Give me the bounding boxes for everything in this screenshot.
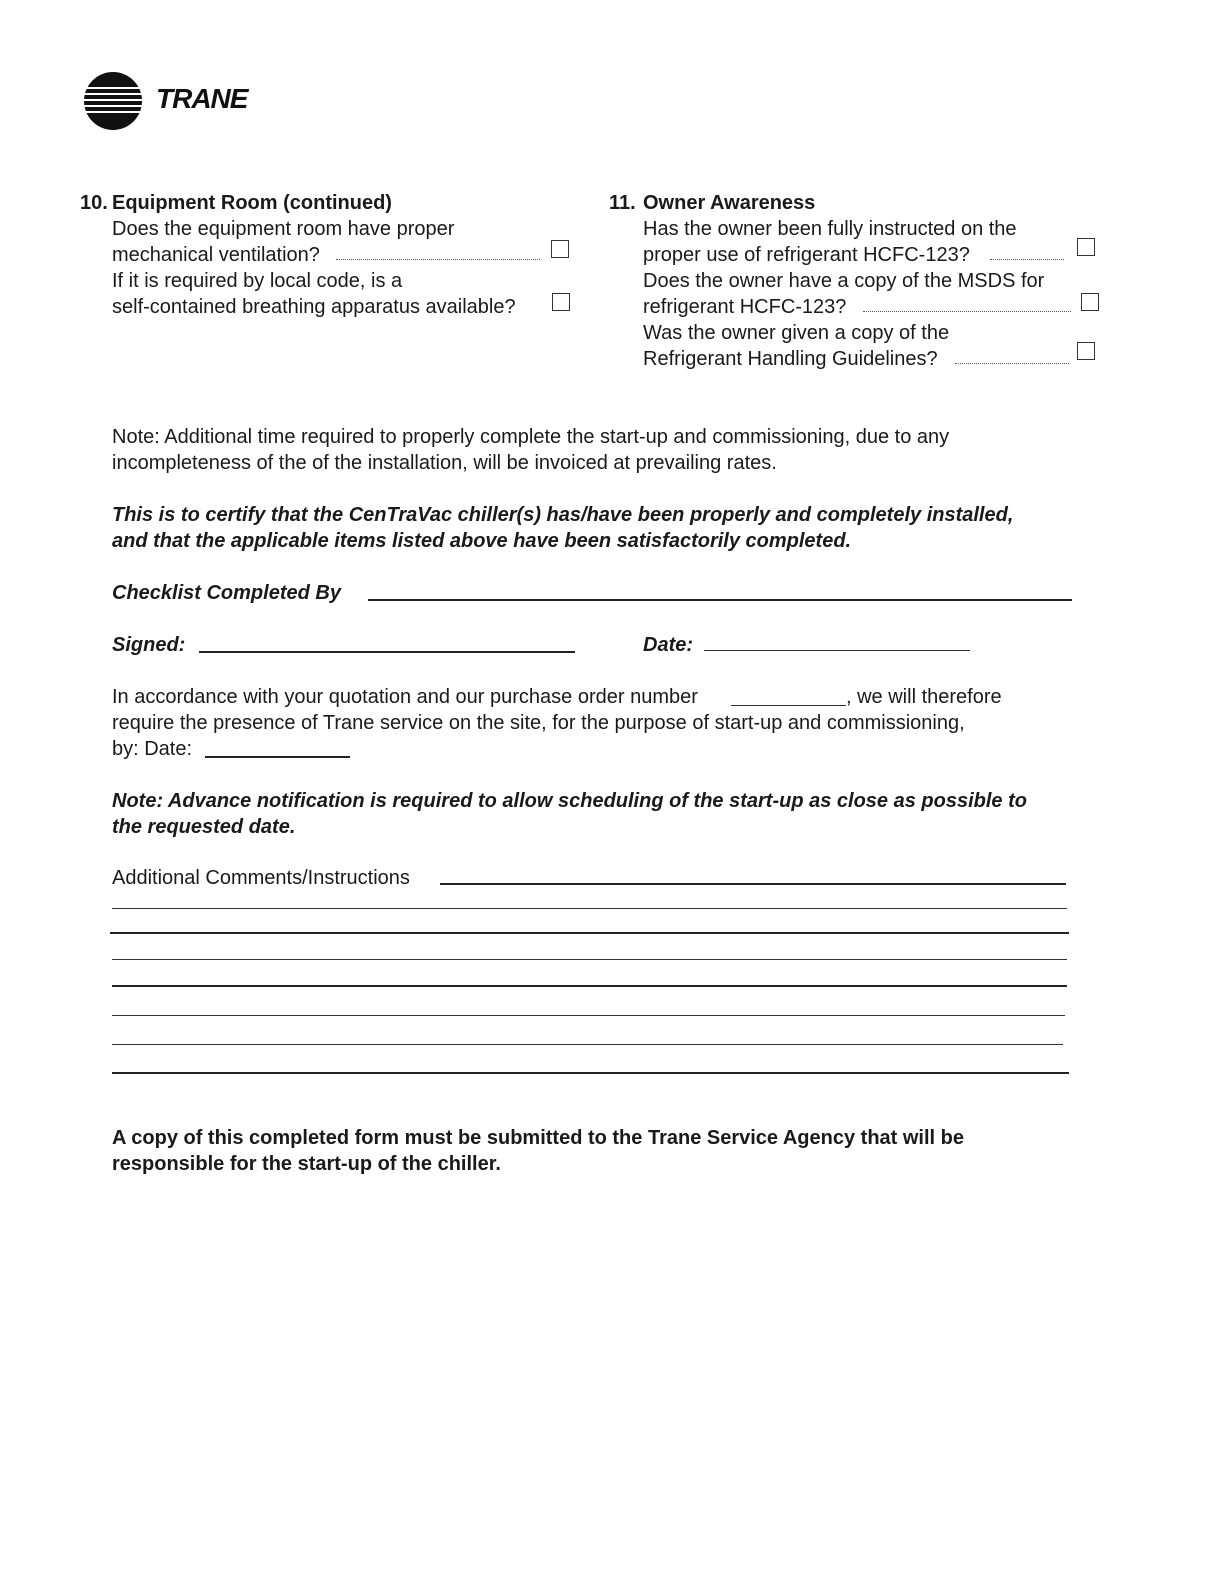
- note2-line1: Note: Advance notification is required to allow scheduling of the start-up as close as possible to: [112, 790, 1027, 812]
- comments-line[interactable]: [112, 985, 1067, 987]
- section10-q2-line1: If it is required by local code, is a: [112, 270, 403, 292]
- comments-line[interactable]: [112, 1072, 1069, 1074]
- footer-line2: responsible for the start-up of the chiller.: [112, 1153, 501, 1175]
- comments-field[interactable]: [440, 883, 1066, 885]
- comments-line[interactable]: [112, 959, 1067, 960]
- section11-q1-line2: proper use of refrigerant HCFC-123?: [643, 244, 970, 266]
- completed-by-label: Checklist Completed By: [112, 582, 341, 604]
- accordance-line3: by: Date:: [112, 738, 193, 760]
- po-number-field[interactable]: [731, 705, 846, 706]
- comments-line[interactable]: [112, 908, 1067, 909]
- date-label: Date:: [643, 634, 694, 656]
- comments-label: Additional Comments/Instructions: [112, 867, 410, 889]
- section11-q3-line2: Refrigerant Handling Guidelines?: [643, 348, 938, 370]
- section11-q2-line1: Does the owner have a copy of the MSDS for: [643, 270, 1045, 292]
- section11-title: Owner Awareness: [643, 192, 816, 214]
- breathing-apparatus-checkbox[interactable]: [552, 293, 570, 311]
- ventilation-checkbox[interactable]: [551, 240, 569, 258]
- leader-dots: [955, 363, 1069, 364]
- comments-line[interactable]: [112, 1044, 1063, 1045]
- section10-q1-line1: Does the equipment room have proper: [112, 218, 455, 240]
- brand-name: TRANE: [156, 83, 248, 114]
- startup-date-field[interactable]: [205, 756, 350, 758]
- section11-number: 11.: [609, 192, 636, 214]
- comments-line[interactable]: [110, 932, 1069, 934]
- note2-line2: the requested date.: [112, 816, 296, 838]
- certify-line2: and that the applicable items listed above have been satisfactorily completed.: [112, 530, 852, 552]
- section10-q2-line2: self-contained breathing apparatus available?: [112, 296, 516, 318]
- certify-line1: This is to certify that the CenTraVac chiller(s) has/have been properly and completely installed,: [112, 504, 1014, 526]
- accordance-line1b: , we will therefore: [846, 686, 1002, 708]
- date-field[interactable]: [704, 650, 970, 651]
- handling-guidelines-checkbox[interactable]: [1077, 342, 1095, 360]
- refrigerant-instruction-checkbox[interactable]: [1077, 238, 1095, 256]
- section10-title: Equipment Room (continued): [112, 192, 392, 214]
- section10-q1-line2: mechanical ventilation?: [112, 244, 320, 266]
- note1-line2: incompleteness of the of the installation, will be invoiced at prevailing rates.: [112, 452, 777, 474]
- leader-dots: [336, 259, 540, 260]
- accordance-line1a: In accordance with your quotation and our purchase order number: [112, 686, 698, 708]
- leader-dots: [863, 311, 1071, 312]
- completed-by-field[interactable]: [368, 599, 1072, 601]
- note1-line1: Note: Additional time required to properly complete the start-up and commissioning, due to any: [112, 426, 950, 448]
- section10-number: 10.: [80, 192, 108, 214]
- section11-q2-line2: refrigerant HCFC-123?: [643, 296, 847, 318]
- signed-label: Signed:: [112, 634, 186, 656]
- comments-line[interactable]: [112, 1015, 1065, 1016]
- accordance-line2: require the presence of Trane service on the site, for the purpose of start-up and commissioning,: [112, 712, 965, 734]
- leader-dots: [990, 259, 1064, 260]
- section11-q1-line1: Has the owner been fully instructed on the: [643, 218, 1017, 240]
- signed-field[interactable]: [199, 651, 575, 653]
- section11-q3-line1: Was the owner given a copy of the: [643, 322, 950, 344]
- msds-copy-checkbox[interactable]: [1081, 293, 1099, 311]
- footer-line1: A copy of this completed form must be submitted to the Trane Service Agency that will be: [112, 1127, 965, 1149]
